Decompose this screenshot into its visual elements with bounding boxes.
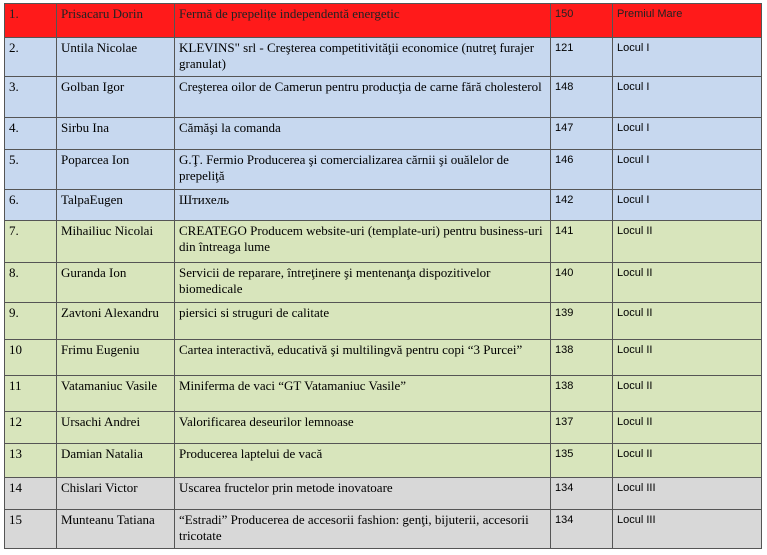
- participant-name: Chislari Victor: [57, 478, 175, 510]
- table-row: [5, 263, 762, 303]
- table-row: [5, 221, 762, 263]
- prize: Locul I: [613, 77, 762, 118]
- results-table-body: [5, 4, 762, 549]
- prize: Locul I: [613, 190, 762, 221]
- score: 150: [551, 4, 613, 38]
- row-number: 10: [5, 340, 57, 376]
- row-number: 9.: [5, 303, 57, 340]
- project-title: Valorificarea deseurilor lemnoase: [175, 412, 551, 444]
- prize: Locul II: [613, 444, 762, 478]
- participant-name: Munteanu Tatiana: [57, 510, 175, 549]
- project-title: Штихель: [175, 190, 551, 221]
- participant-name: Mihailiuc Nicolai: [57, 221, 175, 263]
- table-row: [5, 412, 762, 444]
- participant-name: Poparcea Ion: [57, 150, 175, 190]
- table-row: [5, 478, 762, 510]
- participant-name: TalpaEugen: [57, 190, 175, 221]
- prize: Locul II: [613, 221, 762, 263]
- score: 147: [551, 118, 613, 150]
- prize: Locul I: [613, 118, 762, 150]
- table-row: [5, 118, 762, 150]
- row-number: 15: [5, 510, 57, 549]
- participant-name: Prisacaru Dorin: [57, 4, 175, 38]
- project-title: CREATEGO Producem website-uri (template-uri) pentru business-uri din întreaga lume: [175, 221, 551, 263]
- project-title: Producerea laptelui de vacă: [175, 444, 551, 478]
- project-title: KLEVINS" srl - Creşterea competitivităţii economice (nutreţ furajer granulat): [175, 38, 551, 77]
- participant-name: Sirbu Ina: [57, 118, 175, 150]
- prize: Locul II: [613, 376, 762, 412]
- prize: Premiul Mare: [613, 4, 762, 38]
- table-row: [5, 38, 762, 77]
- row-number: 11: [5, 376, 57, 412]
- table-row: [5, 303, 762, 340]
- table-row: [5, 190, 762, 221]
- project-title: “Estradi” Producerea de accesorii fashion: genţi, bijuterii, accesorii tricotate: [175, 510, 551, 549]
- row-number: 8.: [5, 263, 57, 303]
- score: 134: [551, 510, 613, 549]
- project-title: Cartea interactivă, educativă şi multilingvă pentru copi “3 Purcei”: [175, 340, 551, 376]
- prize: Locul II: [613, 412, 762, 444]
- prize: Locul III: [613, 478, 762, 510]
- prize: Locul III: [613, 510, 762, 549]
- participant-name: Untila Nicolae: [57, 38, 175, 77]
- row-number: 4.: [5, 118, 57, 150]
- score: 139: [551, 303, 613, 340]
- prize: Locul I: [613, 38, 762, 77]
- prize: Locul II: [613, 340, 762, 376]
- table-row: [5, 77, 762, 118]
- project-title: piersici si struguri de calitate: [175, 303, 551, 340]
- prize: Locul II: [613, 303, 762, 340]
- score: 137: [551, 412, 613, 444]
- row-number: 6.: [5, 190, 57, 221]
- project-title: Cămăşi la comanda: [175, 118, 551, 150]
- table-row: [5, 444, 762, 478]
- row-number: 13: [5, 444, 57, 478]
- prize: Locul I: [613, 150, 762, 190]
- participant-name: Frimu Eugeniu: [57, 340, 175, 376]
- project-title: G.Ţ. Fermio Producerea şi comercializarea cărnii şi ouălelor de prepeliţă: [175, 150, 551, 190]
- score: 135: [551, 444, 613, 478]
- score: 121: [551, 38, 613, 77]
- score: 138: [551, 376, 613, 412]
- table-row: [5, 4, 762, 38]
- table-row: [5, 340, 762, 376]
- score: 146: [551, 150, 613, 190]
- participant-name: Guranda Ion: [57, 263, 175, 303]
- table-row: [5, 510, 762, 549]
- row-number: 12: [5, 412, 57, 444]
- score: 142: [551, 190, 613, 221]
- project-title: Miniferma de vaci “GT Vatamaniuc Vasile”: [175, 376, 551, 412]
- participant-name: Golban Igor: [57, 77, 175, 118]
- score: 134: [551, 478, 613, 510]
- score: 140: [551, 263, 613, 303]
- table-row: [5, 376, 762, 412]
- participant-name: Vatamaniuc Vasile: [57, 376, 175, 412]
- score: 141: [551, 221, 613, 263]
- row-number: 1.: [5, 4, 57, 38]
- prize: Locul II: [613, 263, 762, 303]
- project-title: Servicii de reparare, întreţinere şi mentenanţa dispozitivelor biomedicale: [175, 263, 551, 303]
- row-number: 7.: [5, 221, 57, 263]
- row-number: 2.: [5, 38, 57, 77]
- project-title: Uscarea fructelor prin metode inovatoare: [175, 478, 551, 510]
- table-row: [5, 150, 762, 190]
- row-number: 5.: [5, 150, 57, 190]
- project-title: Creşterea oilor de Camerun pentru producţia de carne fără cholesterol: [175, 77, 551, 118]
- row-number: 14: [5, 478, 57, 510]
- results-table: [4, 3, 762, 549]
- participant-name: Ursachi Andrei: [57, 412, 175, 444]
- score: 148: [551, 77, 613, 118]
- participant-name: Damian Natalia: [57, 444, 175, 478]
- score: 138: [551, 340, 613, 376]
- participant-name: Zavtoni Alexandru: [57, 303, 175, 340]
- project-title: Fermă de prepelițe independentă energetic: [175, 4, 551, 38]
- row-number: 3.: [5, 77, 57, 118]
